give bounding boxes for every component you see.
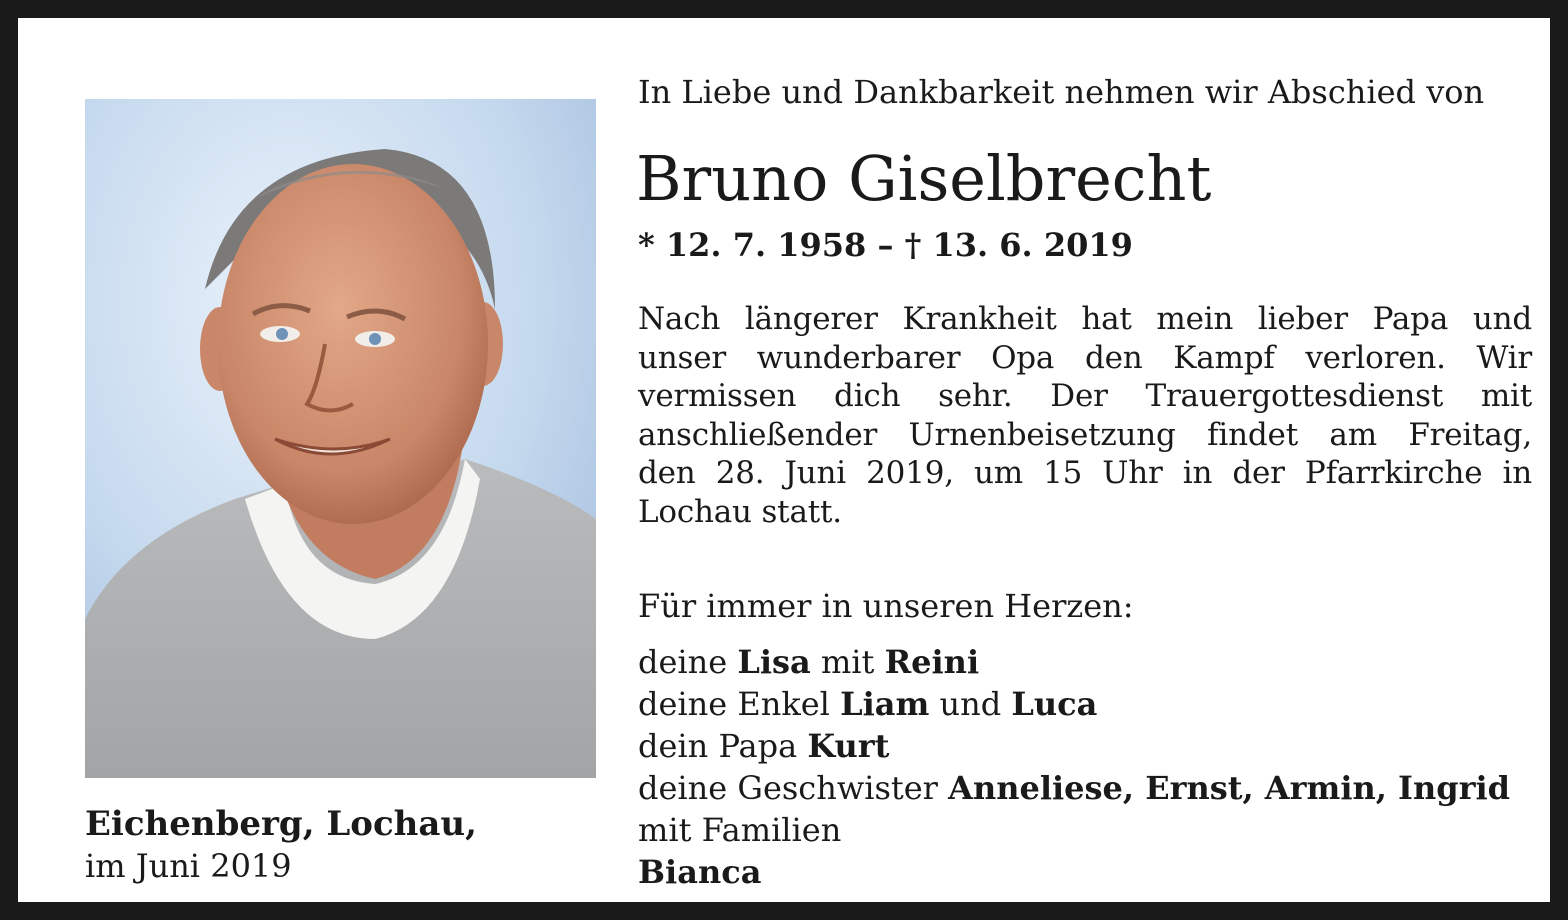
mourner-name: Reini (884, 643, 980, 681)
mourner-name: Bianca (638, 853, 762, 891)
mourner-name: Liam (840, 685, 930, 723)
mourner-connector: und (929, 685, 1012, 723)
mourner-name: Luca (1011, 685, 1098, 723)
mourner-line (638, 851, 1510, 893)
mourners-heading: Für immer in unseren Herzen: (638, 587, 1134, 625)
portrait-photo (85, 99, 596, 778)
message-line: den 28. Juni 2019, um 15 Uhr in der Pfarrkirche in (638, 455, 1532, 491)
message-line: unser wunderbarer Opa den Kampf verloren. Wir (638, 339, 1532, 376)
mourners-list (638, 641, 1510, 893)
mourner-relation: deine Enkel (638, 685, 841, 723)
intro-line: In Liebe und Dankbarkeit nehmen wir Abschied von (638, 73, 1485, 111)
mourner-name: Kurt (807, 727, 890, 765)
mourner-line (638, 725, 1510, 767)
mourner-line (638, 683, 1510, 725)
message-line: Lochau statt. (638, 493, 842, 530)
place-date: im Juni 2019 (85, 847, 292, 885)
message-line: anschließender Urnenbeisetzung findet am Freitag, (638, 416, 1532, 453)
mourner-relation: dein Papa (638, 727, 808, 765)
place-name: Eichenberg, Lochau, (85, 804, 477, 844)
portrait-illustration (85, 99, 596, 778)
life-dates: * 12. 7. 1958 – † 13. 6. 2019 (638, 226, 1133, 264)
mourner-line (638, 767, 1510, 809)
mourner-line (638, 809, 1510, 851)
mourner-relation: deine Geschwister (638, 769, 949, 807)
mourner-name: Anneliese, Ernst, Armin, Ingrid (948, 769, 1511, 807)
message-line: Nach längerer Krankheit hat mein lieber Papa und (638, 301, 1532, 337)
deceased-name: Bruno Giselbrecht (636, 142, 1212, 215)
mourner-connector: mit (810, 643, 885, 681)
mourner-relation: mit Familien (638, 811, 842, 849)
message-text (638, 300, 1532, 531)
message-line: vermissen dich sehr. Der Trauergottesdienst mit (638, 378, 1532, 414)
mourner-name: Lisa (737, 643, 811, 681)
mourner-relation: deine (638, 643, 738, 681)
mourner-line (638, 641, 1510, 683)
